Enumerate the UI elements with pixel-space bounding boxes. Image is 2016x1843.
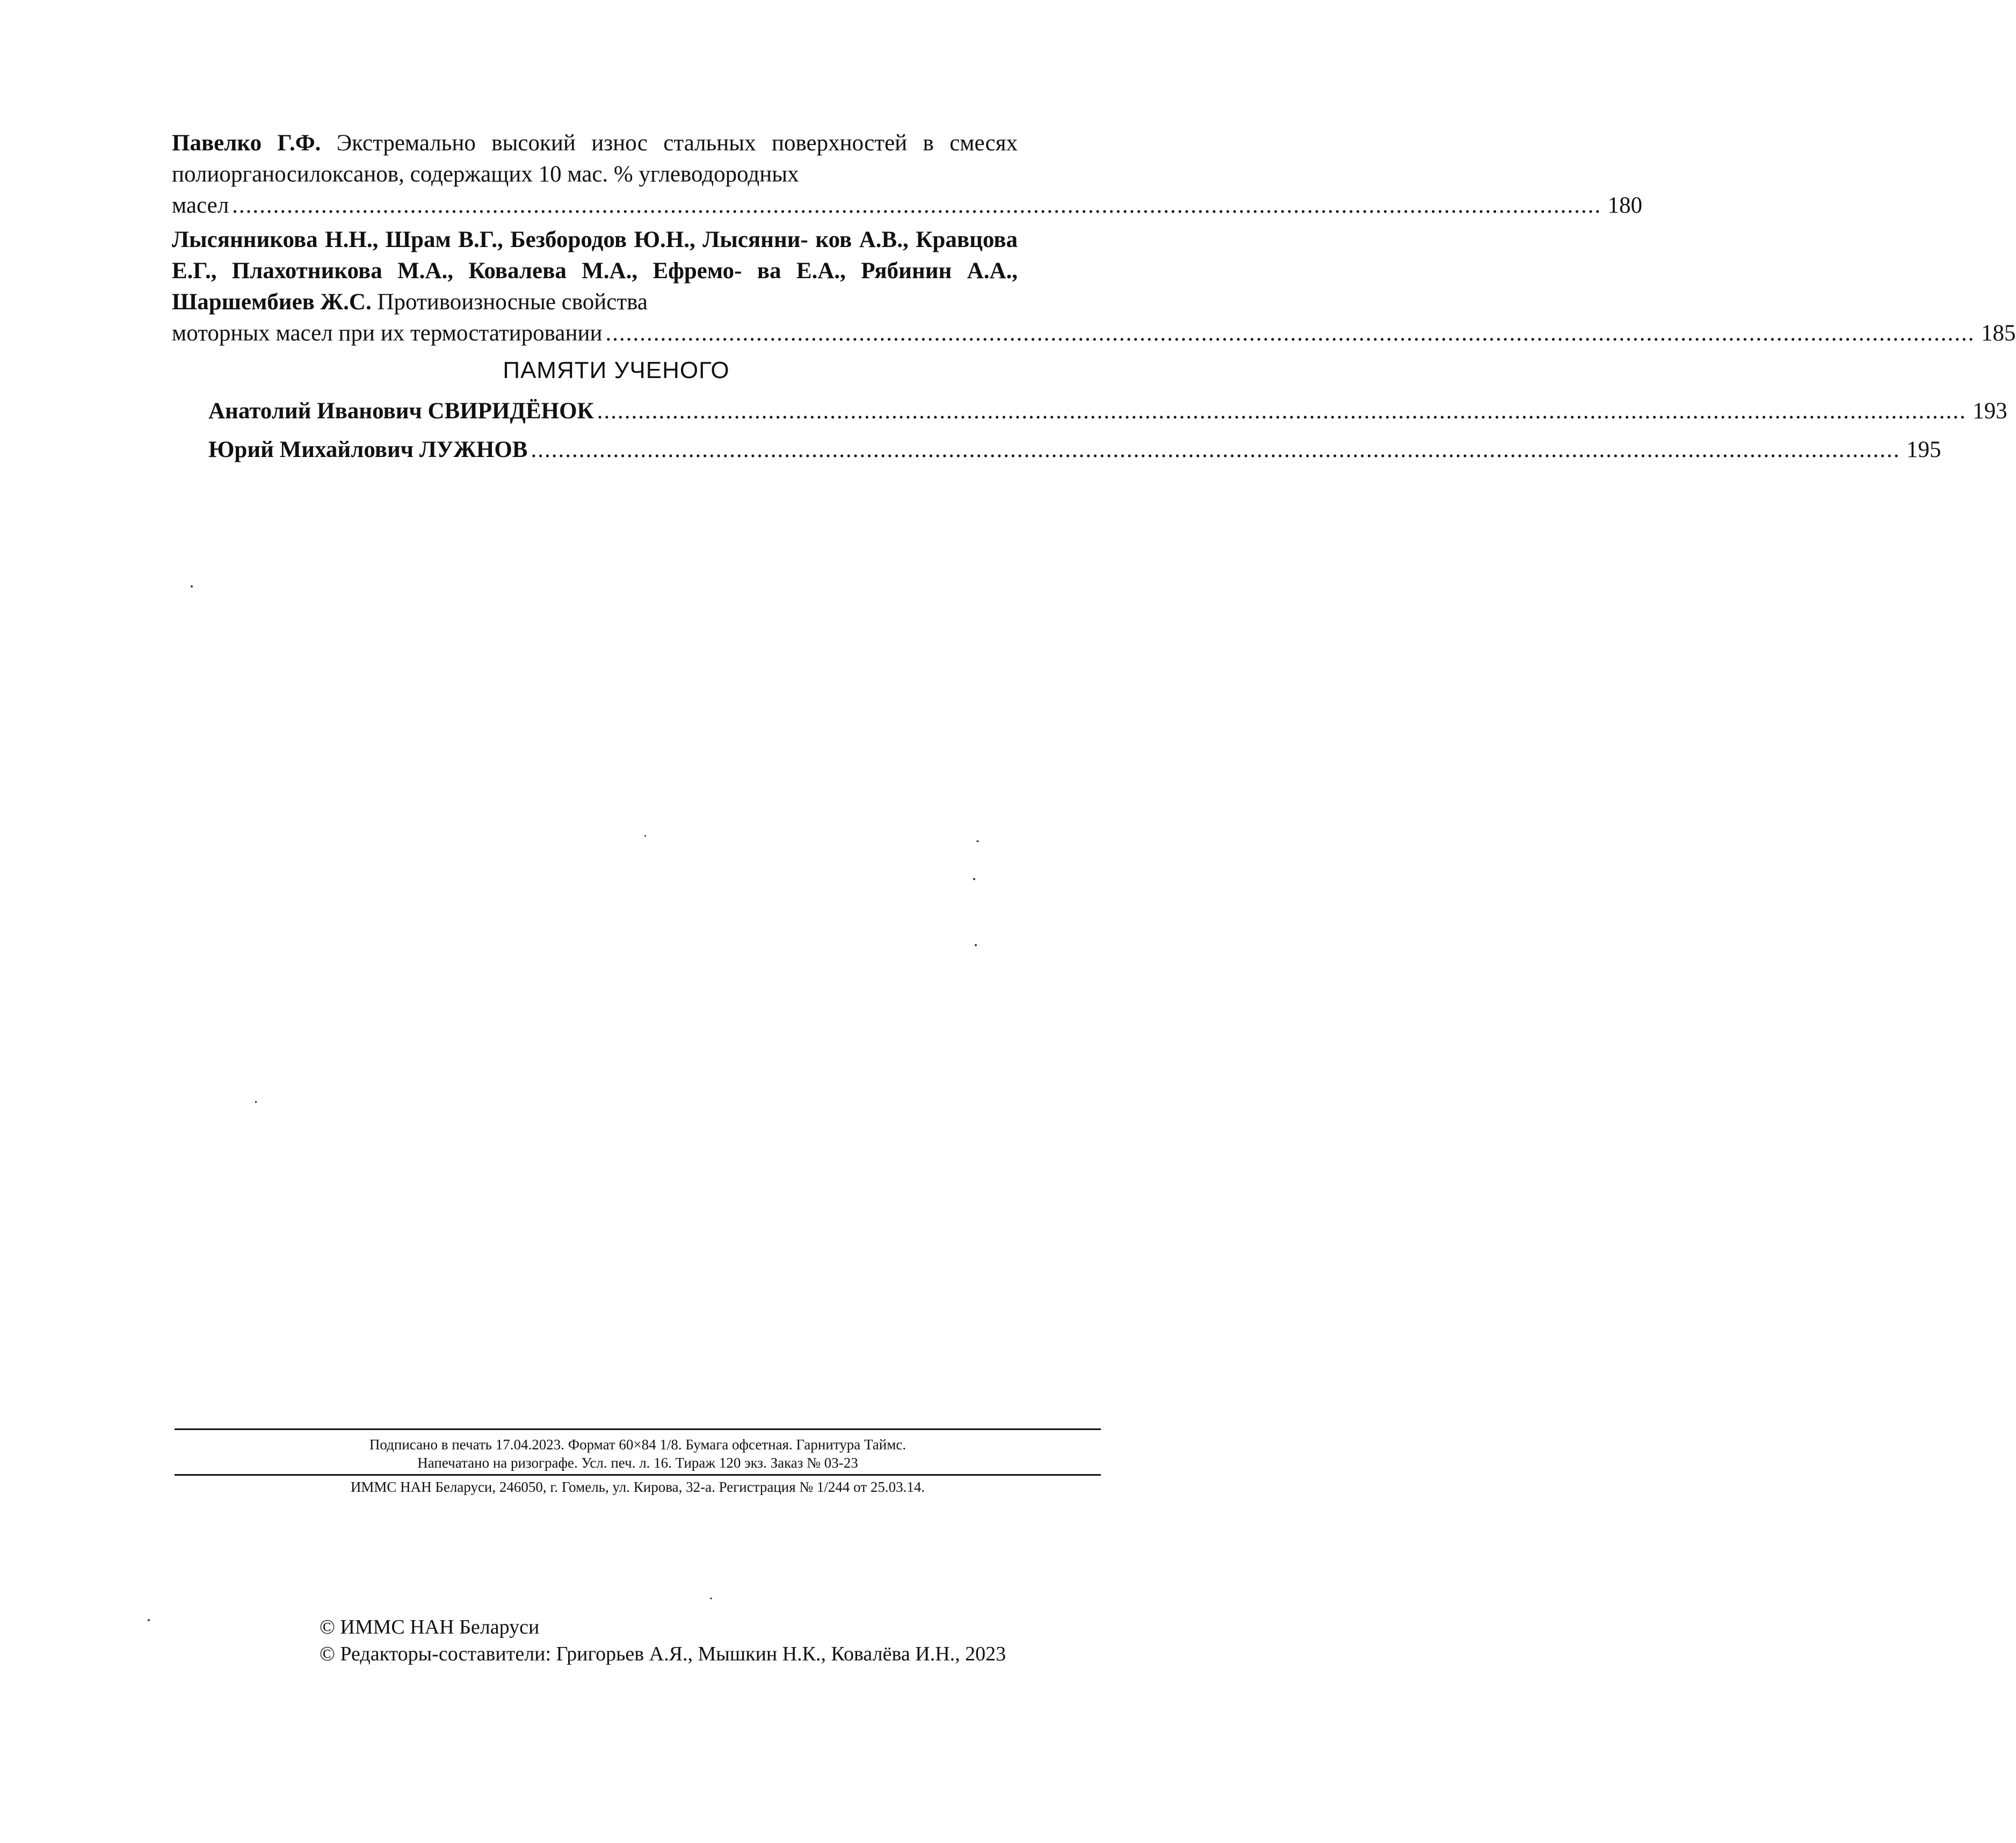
section-title: ПАМЯТИ УЧЕНОГО xyxy=(503,357,730,383)
toc-entry-2-authors-line-2: ков А.В., Кравцова Е.Г., Плахотникова М.А., Ковалева М.А., Ефремо- xyxy=(172,227,1018,284)
copyright-line-1: © ИММС НАН Беларуси xyxy=(320,1616,540,1638)
toc-leader-dots: ........................................................................................................................................................................................................ xyxy=(605,321,1975,346)
toc-entry-2-last-text: моторных масел при их термостатировании xyxy=(172,321,603,346)
memorial-entry-2-label xyxy=(208,434,527,466)
toc-entry-2-last-line xyxy=(172,318,2016,349)
scan-speck xyxy=(973,878,975,880)
memorial-entry-2-name: Юрий Михайлович xyxy=(208,437,414,462)
memorial-entry-2-page: 195 xyxy=(1906,437,1941,462)
imprint-line-1: Подписано в печать 17.04.2023. Формат 60×84 1/8. Бумага офсетная. Гарнитура Таймс. xyxy=(369,1436,907,1453)
scan-speck xyxy=(976,840,979,842)
scan-speck xyxy=(191,585,193,587)
toc-entry-1-authors: Павелко Г.Ф. xyxy=(172,130,321,156)
copyright-block xyxy=(320,1614,1006,1667)
toc-entry-2-page: 185 xyxy=(1981,321,2016,346)
toc-entry-1-text xyxy=(172,128,1018,190)
imprint-line-2: Напечатано на ризографе. Усл. печ. л. 16. Тираж 120 экз. Заказ № 03-23 xyxy=(417,1455,858,1471)
toc-entry-1 xyxy=(172,128,1643,221)
imprint-middle-rule xyxy=(175,1474,1101,1476)
scan-speck xyxy=(255,1101,257,1103)
memorial-entry-1-page: 193 xyxy=(1973,398,2007,424)
toc-entry-1-title-line-2: смесях полиорганосилоксанов, содержащих 10 мас. % углеводородных xyxy=(172,130,1018,187)
toc-entry-1-last-text: масел xyxy=(172,193,229,218)
toc-leader-dots: ........................................................................................................................................................................................................ xyxy=(531,437,1901,462)
memorial-entry-1-surname: СВИРИДЁНОК xyxy=(427,398,594,424)
toc-entry-2 xyxy=(172,224,2016,349)
toc-entry-2-text xyxy=(172,224,1018,318)
memorial-entry-2 xyxy=(208,434,1941,466)
toc-leader-dots: ........................................................................................................................................................................................................ xyxy=(232,193,1602,218)
memorial-entry-1 xyxy=(208,396,2007,427)
memorial-entry-1-name: Анатолий Иванович xyxy=(208,398,422,424)
toc-entry-2-title-start: Противоизносные свойства xyxy=(377,289,648,315)
toc-entry-2-authors-line-3: ва Е.А., Рябинин А.А., Шаршембиев Ж.С. xyxy=(172,258,1018,315)
copyright-line-2: © Редакторы-составители: Григорьев А.Я., Мышкин Н.К., Ковалёва И.Н., 2023 xyxy=(320,1643,1006,1665)
memorial-entry-1-label xyxy=(208,396,594,427)
imprint-top-rule xyxy=(175,1428,1101,1430)
imprint-line-3: ИММС НАН Беларуси, 246050, г. Гомель, ул. Кирова, 32-а. Регистрация № 1/244 от 25.03.14. xyxy=(350,1479,925,1495)
toc-entry-1-title-line-1: Экстремально высокий износ стальных поверхностей в xyxy=(336,130,934,156)
imprint-block xyxy=(175,1428,1101,1496)
scan-speck xyxy=(710,1598,712,1599)
toc-entry-1-last-line xyxy=(172,190,1643,221)
toc-entry-1-page: 180 xyxy=(1607,193,1643,218)
scan-speck xyxy=(148,1619,150,1621)
toc-leader-dots: ........................................................................................................................................................................................................ xyxy=(597,398,1967,424)
toc-entry-2-authors-line-1: Лысянникова Н.Н., Шрам В.Г., Безбородов Ю.Н., Лысянни- xyxy=(172,227,808,252)
scan-speck xyxy=(644,835,646,837)
memorial-entry-2-surname: ЛУЖНОВ xyxy=(419,437,528,462)
scan-speck xyxy=(975,944,977,946)
